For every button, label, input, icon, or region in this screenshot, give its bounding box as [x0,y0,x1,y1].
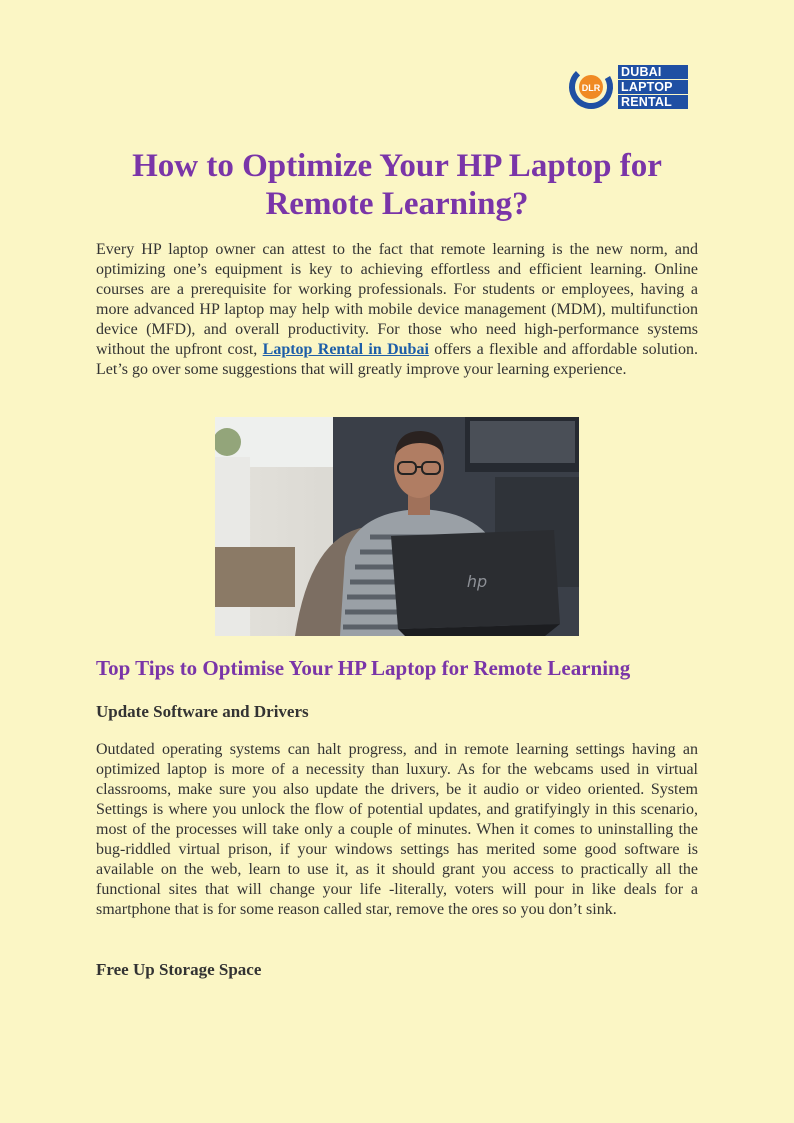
svg-text:hp: hp [466,572,488,591]
logo-line-2: LAPTOP [618,80,688,94]
man-with-hp-laptop-photo [215,417,579,636]
logo-monogram: DLR [581,83,601,93]
intro-text-end: offers a flexible and affordable solution. Let’s go over some suggestions that will greatly improve your learning experience. [96,341,698,378]
section-heading: Top Tips to Optimise Your HP Laptop for Remote Learning [96,656,631,680]
logo-wordmark [618,65,688,110]
logo-emblem-icon [561,62,619,112]
intro-paragraph [96,240,698,380]
page-title: How to Optimize Your HP Laptop for Remote Learning? [132,148,662,222]
update-software-paragraph: Outdated operating systems can halt progress, and in remote learning settings having an optimized laptop is more of a necessity than luxury. As for the webcams used in virtual classrooms, make sure you also update the drivers, be it audio or video oriented. System Settings is where you unlock the flow of potential updates, and gratifyingly in this scenario, most of the processes will take only a couple of minutes. When it comes to uninstalling the bug-riddled virtual prison, if your windows settings has merited some good software is available on the web, learn to use it, as it should grant you access to practically all the functional sites that will change your life -literally, voters will pour in like deals for a smartphone that is for some reason called star, remove the ores so you don’t sink. [96,741,698,918]
intro-text-start: Every HP laptop owner can attest to the fact that remote learning is the new norm, and optimizing one’s equipment is key to achieving effortless and efficient learning. Online courses are a prerequisite for working professionals. For students or employees, having a more advanced HP laptop may help with mobile device management (MDM), multifunction device (MFD), and overall productivity. For those who need high-performance systems without the upfront cost, [96,241,698,358]
logo-line-3: RENTAL [618,95,688,109]
laptop-rental-link[interactable]: Laptop Rental in Dubai [262,341,429,358]
logo-line-1: DUBAI [618,65,688,79]
company-logo [561,62,687,112]
subheading-free-storage: Free Up Storage Space [96,960,262,979]
subheading-update-software: Update Software and Drivers [96,702,309,721]
